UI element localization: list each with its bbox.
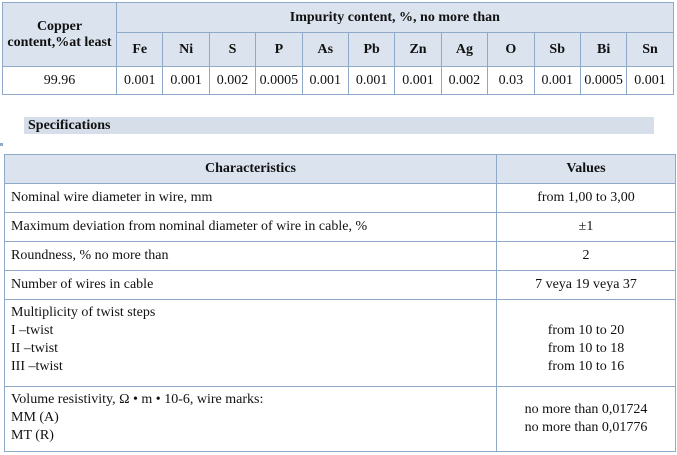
twist-characteristic-cell — [5, 300, 497, 387]
element-header: Sn — [627, 33, 673, 67]
copper-content-header: Copper content,%at least — [3, 3, 117, 67]
impurity-value: 0.03 — [488, 67, 534, 95]
element-header: Ag — [441, 33, 487, 67]
anchor-marker — [0, 143, 3, 146]
characteristics-header: Characteristics — [5, 155, 497, 184]
value-cell: 7 veya 19 veya 37 — [497, 271, 676, 300]
values-header: Values — [497, 155, 676, 184]
resistivity-value-cell — [497, 387, 676, 452]
resistivity-value: no more than 0,01776 — [524, 420, 648, 435]
characteristic-cell: Number of wires in cable — [5, 271, 497, 300]
twist-label: II –twist — [11, 341, 59, 356]
table-row — [5, 213, 676, 242]
element-header: Zn — [395, 33, 441, 67]
characteristic-cell: Roundness, % no more than — [5, 242, 497, 271]
characteristic-cell: Nominal wire diameter in wire, mm — [5, 184, 497, 213]
value-cell: from 1,00 to 3,00 — [497, 184, 676, 213]
table-row — [5, 184, 676, 213]
table-row-twist — [5, 300, 676, 387]
element-header: Sb — [534, 33, 580, 67]
element-header: Bi — [580, 33, 626, 67]
copper-value: 99.96 — [3, 67, 117, 95]
impurity-value: 0.001 — [302, 67, 348, 95]
twist-value-cell — [497, 300, 676, 387]
element-header: S — [209, 33, 255, 67]
resistivity-label: MM (A) — [11, 410, 59, 425]
twist-value: from 10 to 16 — [547, 359, 625, 374]
characteristic-cell: Maximum deviation from nominal diameter of wire in cable, % — [5, 213, 497, 242]
twist-value: from 10 to 18 — [547, 341, 625, 356]
element-header: Fe — [117, 33, 163, 67]
resistivity-label: MT (R) — [11, 428, 54, 443]
specifications-title: Specifications — [24, 117, 654, 134]
impurity-value: 0.001 — [348, 67, 394, 95]
table-row — [5, 242, 676, 271]
impurity-value: 0.002 — [209, 67, 255, 95]
element-header: Ni — [163, 33, 209, 67]
impurity-value: 0.0005 — [580, 67, 626, 95]
resistivity-characteristic-cell — [5, 387, 497, 452]
impurity-content-header: Impurity content, %, no more than — [117, 3, 674, 33]
impurity-table — [2, 2, 674, 95]
value-cell: 2 — [497, 242, 676, 271]
impurity-values-row — [3, 67, 674, 95]
table-row-resistivity — [5, 387, 676, 452]
impurity-value: 0.001 — [534, 67, 580, 95]
element-header: As — [302, 33, 348, 67]
twist-value: from 10 to 20 — [547, 323, 625, 338]
impurity-value: 0.001 — [163, 67, 209, 95]
impurity-value: 0.001 — [395, 67, 441, 95]
element-header: Pb — [348, 33, 394, 67]
element-header: P — [256, 33, 302, 67]
impurity-value: 0.0005 — [256, 67, 302, 95]
impurity-value: 0.002 — [441, 67, 487, 95]
value-cell: ±1 — [497, 213, 676, 242]
resistivity-title: Volume resistivity, Ω • m • 10-6, wire marks: — [11, 392, 264, 407]
impurity-value: 0.001 — [117, 67, 163, 95]
twist-label: III –twist — [11, 359, 63, 374]
element-header: O — [488, 33, 534, 67]
impurity-value: 0.001 — [627, 67, 673, 95]
resistivity-value: no more than 0,01724 — [524, 402, 648, 417]
specifications-table — [4, 154, 676, 452]
twist-label: I –twist — [11, 323, 54, 338]
table-row — [5, 271, 676, 300]
twist-title: Multiplicity of twist steps — [11, 305, 156, 320]
